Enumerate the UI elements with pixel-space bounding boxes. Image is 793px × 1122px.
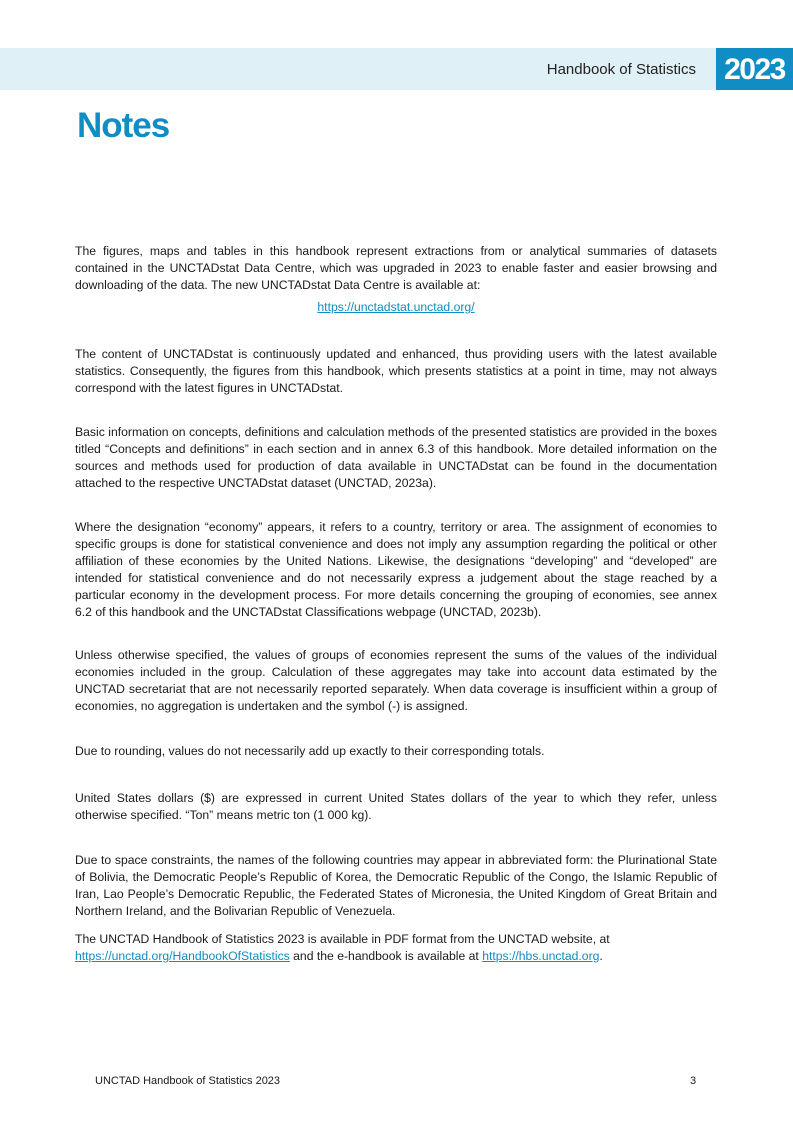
footer-title: UNCTAD Handbook of Statistics 2023 [95, 1075, 281, 1087]
paragraph-economy: Where the designation “economy” appears, it refers to a country, territory or area. The assignment of economies to specific groups is done for statistical convenience and does not imply any assumption regarding the political or other affiliation of these economies by the United Nations. Likewise, the designations “developing” and “developed” are intended for statistical convenience and do not necessarily express a judgement about the stage reached by a particular economy in the development process. For more details concerning the grouping of economies, see annex 6.2 of this handbook and the UNCTADstat Classifications webpage (UNCTAD, 2023b). [75, 520, 717, 619]
availability-period: . [599, 949, 603, 963]
paragraph-country-names: Due to space constraints, the names of the following countries may appear in abbreviated form: the Plurinational State of Bolivia, the Democratic People’s Republic of Korea, the Democratic Republic of the Congo, the Islamic Republic of Iran, Lao People’s Democratic Republic, the Federated States of Micronesia, the United Kingdom of Great Britain and Northern Ireland, and the Bolivarian Republic of Venezuela. [75, 853, 717, 918]
unctadstat-link[interactable]: https://unctadstat.unctad.org/ [317, 300, 475, 314]
availability-text-2: and the e-handbook is available at [289, 949, 483, 963]
paragraph-dollars: United States dollars ($) are expressed in current United States dollars of the year to which they refer, unless otherwise specified. “Ton” means metric ton (1 000 kg). [75, 791, 717, 822]
handbook-link[interactable]: https://unctad.org/HandbookOfStatistics [75, 949, 290, 963]
e-handbook-link[interactable]: https://hbs.unctad.org [482, 949, 600, 963]
availability-text: The UNCTAD Handbook of Statistics 2023 is available in PDF format from the UNCTAD website, at [75, 932, 610, 946]
paragraph-data-centre: The figures, maps and tables in this handbook represent extractions from or analytical summaries of datasets contained in the UNCTADstat Data Centre, which was upgraded in 2023 to enable faster and easier browsing and downloading of the data. The new UNCTADstat Data Centre is available at: [75, 244, 717, 292]
paragraph-rounding: Due to rounding, values do not necessarily add up exactly to their corresponding totals. [75, 744, 545, 758]
page-title: Notes [77, 106, 170, 145]
header-year-badge: 2023 [716, 48, 793, 90]
paragraph-concepts: Basic information on concepts, definitions and calculation methods of the presented statistics are provided in the boxes titled “Concepts and definitions” in each section and in annex 6.3 of this handbook. More detailed information on the sources and methods used for production of data available in UNCTADstat can be found in the documentation attached to the respective UNCTADstat dataset (UNCTAD, 2023a). [75, 425, 717, 490]
paragraph-updates: The content of UNCTADstat is continuously updated and enhanced, thus providing users with the latest available statistics. Consequently, the figures from this handbook, which presents statistics at a point in time, may not always correspond with the latest figures in UNCTADstat. [75, 347, 717, 395]
page-number: 3 [690, 1075, 697, 1087]
paragraph-aggregates: Unless otherwise specified, the values of groups of economies represent the sums of the values of the individual economies included in the group. Calculation of these aggregates may take into account data estimated by the UNCTAD secretariat that are not necessarily reported separately. When data coverage is insufficient within a group of economies, no aggregation is undertaken and the symbol (-) is assigned. [75, 648, 717, 713]
header-title: Handbook of Statistics [546, 61, 696, 78]
paragraph-availability [75, 931, 717, 965]
